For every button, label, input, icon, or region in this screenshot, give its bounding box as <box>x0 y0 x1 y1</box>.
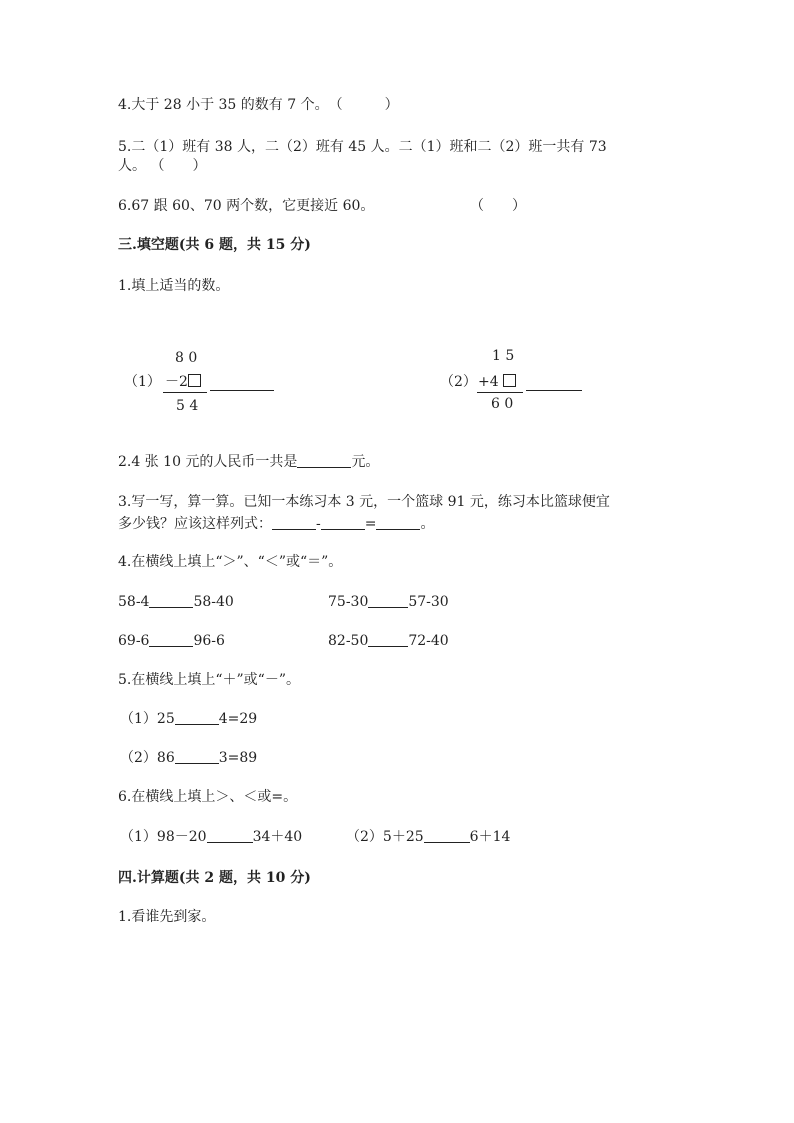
operator-item: （2）86 3=89 <box>120 750 258 766</box>
fill-q3-line2: 多少钱？应该这样列式： - = 。 <box>118 516 435 532</box>
answer-blank[interactable] <box>207 828 253 843</box>
fill-q2: 2.4 张 10 元的人民币一共是 元。 <box>118 454 380 470</box>
answer-blank[interactable] <box>272 515 316 530</box>
compare-item: （2）5＋25 6＋14 <box>346 829 511 845</box>
fill-q3-line1: 3.写一写，算一算。已知一本练习本 3 元，一个篮球 91 元，练习本比篮球便宜 <box>118 494 610 510</box>
answer-blank[interactable] <box>368 593 408 608</box>
vertical-rule <box>163 392 207 393</box>
digit-box[interactable] <box>503 374 516 387</box>
vertical-result: 5 4 <box>176 398 199 414</box>
problem-label: （2） <box>440 374 477 390</box>
answer-blank[interactable] <box>526 390 582 391</box>
judge-q6: 6.67 跟 60、70 两个数，它更接近 60。 <box>118 198 375 214</box>
vertical-operator: －2 <box>165 372 201 392</box>
calc-q1: 1.看谁先到家。 <box>118 909 216 925</box>
answer-blank[interactable] <box>321 515 365 530</box>
answer-blank[interactable] <box>175 749 219 764</box>
operator-item: （1）25 4=29 <box>120 711 258 727</box>
vertical-top-number: 8 0 <box>175 350 198 366</box>
vertical-operator: +4 <box>478 372 516 392</box>
fill-q1: 1.填上适当的数。 <box>118 278 230 294</box>
vertical-top-number: 1 5 <box>492 348 515 364</box>
answer-blank[interactable] <box>149 632 193 647</box>
answer-paren[interactable]: （ ） <box>470 198 526 214</box>
answer-blank[interactable] <box>376 515 420 530</box>
compare-item: 82-50 72-40 <box>328 633 449 649</box>
answer-blank[interactable] <box>210 390 274 391</box>
fill-q4: 4.在横线上填上“＞”、“＜”或“＝”。 <box>118 554 343 570</box>
answer-paren[interactable]: （ ） <box>328 97 399 113</box>
judge-q5-line1: 5.二（1）班有 38 人，二（2）班有 45 人。二（1）班和二（2）班一共有 73 <box>118 139 607 155</box>
vertical-result: 6 0 <box>491 396 514 412</box>
answer-paren[interactable]: （ ） <box>150 158 207 174</box>
fill-q5: 5.在横线上填上“＋”或“－”。 <box>118 672 300 688</box>
compare-item: 58-4 58-40 <box>118 594 234 610</box>
judge-q5-line2: 人。 （ ） <box>118 158 207 174</box>
judge-q4: 4.大于 28 小于 35 的数有 7 个。（ ） <box>118 97 399 113</box>
answer-blank[interactable] <box>424 828 470 843</box>
section-title: 三.填空题(共 6 题，共 15 分) <box>118 237 311 253</box>
vertical-rule <box>477 392 523 393</box>
digit-box[interactable] <box>188 374 201 387</box>
compare-item: 69-6 96-6 <box>118 633 225 649</box>
answer-blank[interactable] <box>297 453 351 468</box>
answer-blank[interactable] <box>368 632 408 647</box>
compare-item: （1）98－20 34＋40 <box>120 829 303 845</box>
section-title: 四.计算题(共 2 题，共 10 分) <box>118 870 311 886</box>
answer-blank[interactable] <box>175 710 219 725</box>
answer-blank[interactable] <box>149 593 193 608</box>
fill-q6: 6.在横线上填上＞、＜或=。 <box>118 789 298 805</box>
compare-item: 75-30 57-30 <box>328 594 449 610</box>
problem-label: （1） <box>124 374 161 390</box>
